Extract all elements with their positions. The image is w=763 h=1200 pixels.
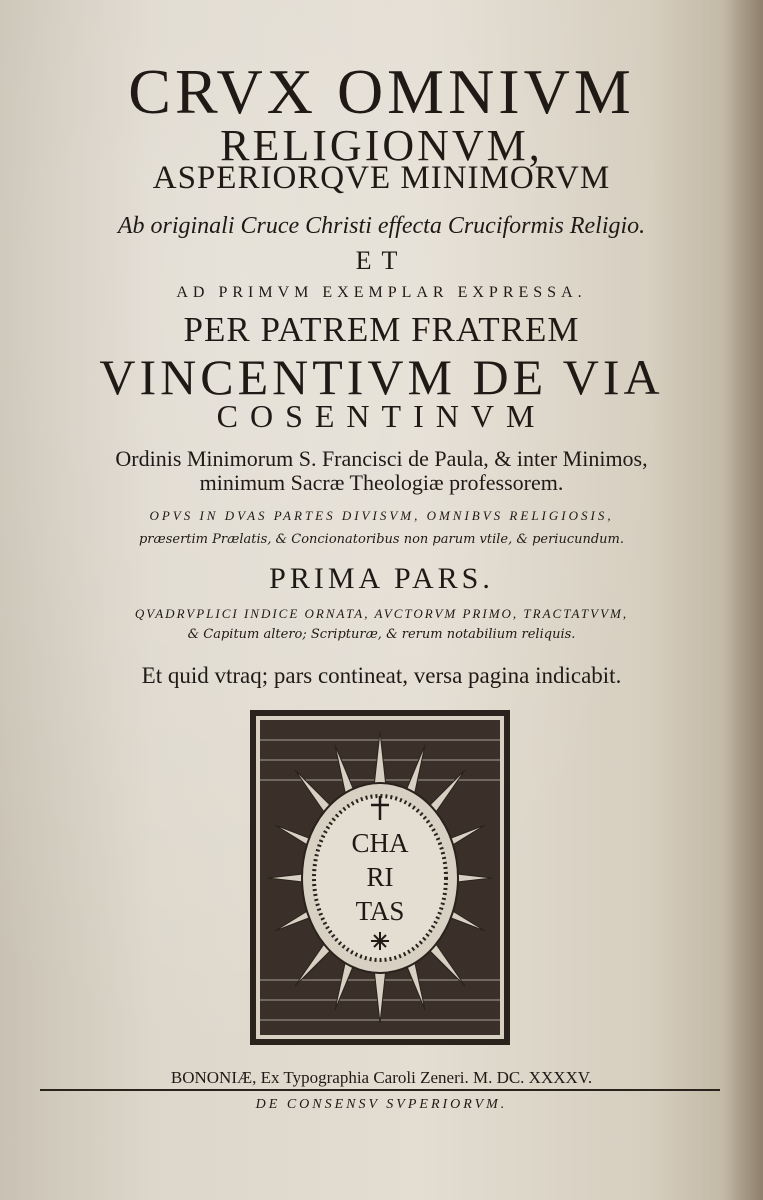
emblem-word-2: RI bbox=[366, 862, 394, 892]
index-line-1: QVADRVPLICI INDICE ORNATA, AVCTORVM PRIMO, TRACTATVVM, bbox=[134, 606, 629, 621]
approval-line: DE CONSENSV SVPERIORVM. bbox=[255, 1097, 508, 1112]
title-line-2: RELIGIONVM, bbox=[220, 121, 543, 170]
charitas-sunburst-emblem-icon bbox=[250, 710, 510, 1045]
exemplar-line: AD PRIMVM EXEMPLAR EXPRESSA. bbox=[176, 284, 587, 301]
title-line-1: CRVX OMNIVM bbox=[128, 56, 635, 127]
work-description-line-1: OPVS IN DVAS PARTES DIVISVM, OMNIBVS RELIGIOSIS, bbox=[149, 508, 614, 523]
author-origin-line: COSENTINVM bbox=[216, 398, 547, 434]
emblem-word-1: CHA bbox=[351, 828, 409, 858]
imprint-line: BONONIÆ, Ex Typographia Caroli Zeneri. M. DC. XXXXV. bbox=[170, 1068, 593, 1087]
order-line-1: Ordinis Minimorum S. Francisci de Paula, & inter Minimos, bbox=[115, 446, 648, 471]
index-line-2: & Capitum altero; Scripturæ, & rerum notabilium reliquis. bbox=[187, 627, 576, 642]
subtitle-line: Ab originali Cruce Christi effecta Cruciformis Religio. bbox=[117, 213, 646, 239]
emblem-word-3: TAS bbox=[355, 896, 405, 926]
et-line: ET bbox=[355, 246, 408, 275]
author-name-line: VINCENTIVM DE VIA bbox=[99, 349, 664, 405]
contents-note-line: Et quid vtraq; pars contineat, versa pagina indicabit. bbox=[141, 663, 622, 688]
order-line-2: minimum Sacræ Theologiæ professorem. bbox=[199, 470, 564, 495]
work-description-line-2: præsertim Prælatis, & Concionatoribus non parum vtile, & periucundum. bbox=[138, 532, 625, 547]
title-line-3: ASPERIORQVE MINIMORVM bbox=[152, 160, 611, 196]
author-intro-line: PER PATREM FRATREM bbox=[183, 310, 580, 349]
part-heading: PRIMA PARS. bbox=[269, 562, 494, 595]
imprint-rule bbox=[40, 1089, 720, 1091]
